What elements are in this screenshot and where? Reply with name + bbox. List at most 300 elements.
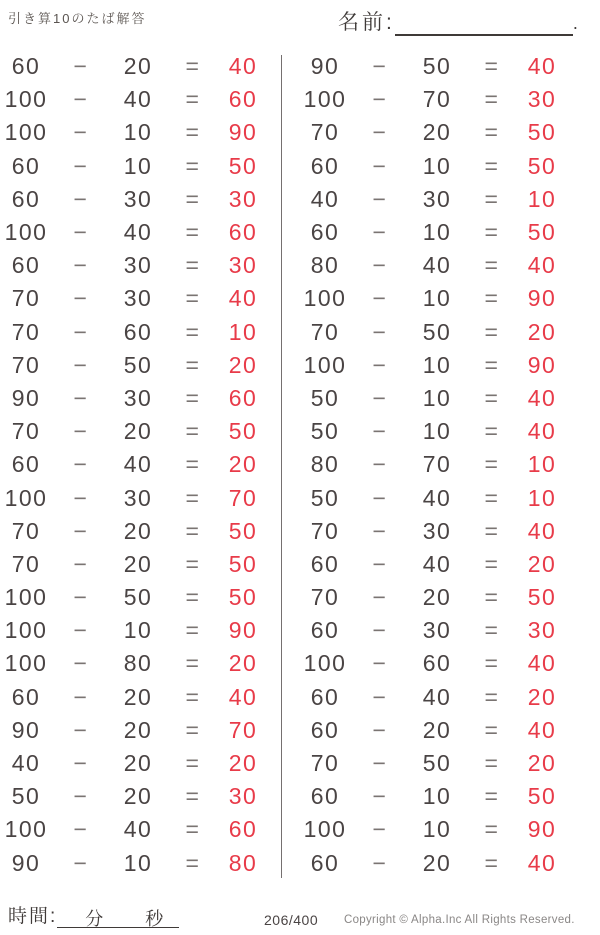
equals-sign: =	[185, 86, 201, 113]
answer: 60	[228, 219, 258, 246]
subtrahend: 10	[422, 418, 452, 445]
minus-sign: −	[73, 816, 89, 843]
problem-row	[299, 316, 600, 349]
equals-sign: =	[185, 318, 201, 345]
equals-sign: =	[484, 816, 500, 843]
minuend: 70	[11, 550, 41, 577]
problem-row	[299, 415, 600, 448]
subtrahend: 10	[422, 152, 452, 179]
minus-sign: −	[372, 351, 388, 378]
answer: 20	[527, 750, 557, 777]
minus-sign: −	[372, 750, 388, 777]
problem-row	[299, 50, 600, 83]
subtrahend: 20	[123, 550, 153, 577]
subtrahend: 30	[123, 185, 153, 212]
equals-sign: =	[185, 550, 201, 577]
problem-row	[299, 847, 600, 880]
problem-row	[299, 581, 600, 614]
minuend: 90	[11, 849, 41, 876]
problem-row	[299, 249, 600, 282]
problem-row	[0, 813, 281, 846]
subtrahend: 10	[123, 152, 153, 179]
equals-sign: =	[185, 451, 201, 478]
subtrahend: 30	[422, 517, 452, 544]
minuend: 70	[11, 285, 41, 312]
problems-area	[0, 50, 600, 880]
minuend: 70	[310, 750, 340, 777]
subtrahend: 30	[123, 285, 153, 312]
subtrahend: 80	[123, 650, 153, 677]
answer: 60	[228, 86, 258, 113]
answer: 50	[228, 550, 258, 577]
problem-row	[0, 515, 281, 548]
equals-sign: =	[185, 517, 201, 544]
subtrahend: 30	[422, 185, 452, 212]
minuend: 100	[4, 119, 48, 146]
answer: 50	[527, 783, 557, 810]
minuend: 100	[303, 650, 347, 677]
subtrahend: 40	[123, 451, 153, 478]
equals-sign: =	[185, 716, 201, 743]
minus-sign: −	[372, 418, 388, 445]
minus-sign: −	[73, 750, 89, 777]
equals-sign: =	[484, 86, 500, 113]
minuend: 70	[11, 418, 41, 445]
equals-sign: =	[185, 185, 201, 212]
problem-row	[299, 681, 600, 714]
minus-sign: −	[372, 584, 388, 611]
minuend: 60	[310, 617, 340, 644]
problem-row	[0, 747, 281, 780]
minuend: 60	[310, 219, 340, 246]
equals-sign: =	[484, 617, 500, 644]
minus-sign: −	[372, 53, 388, 80]
subtrahend: 40	[422, 252, 452, 279]
equals-sign: =	[185, 849, 201, 876]
answer: 40	[228, 53, 258, 80]
subtrahend: 10	[422, 816, 452, 843]
minuend: 60	[310, 683, 340, 710]
equals-sign: =	[185, 53, 201, 80]
minus-sign: −	[73, 550, 89, 577]
answer: 30	[228, 783, 258, 810]
minus-sign: −	[372, 219, 388, 246]
subtrahend: 20	[123, 683, 153, 710]
answer: 30	[228, 252, 258, 279]
subtrahend: 40	[123, 86, 153, 113]
answer: 60	[228, 816, 258, 843]
subtrahend: 30	[123, 384, 153, 411]
minuend: 90	[11, 716, 41, 743]
minuend: 60	[310, 783, 340, 810]
problem-row	[0, 581, 281, 614]
equals-sign: =	[185, 683, 201, 710]
minus-sign: −	[73, 849, 89, 876]
subtrahend: 50	[123, 351, 153, 378]
problem-row	[299, 614, 600, 647]
problem-row	[0, 415, 281, 448]
subtrahend: 20	[123, 750, 153, 777]
subtrahend: 10	[123, 119, 153, 146]
subtrahend: 30	[123, 484, 153, 511]
minuend: 70	[11, 318, 41, 345]
problem-row	[0, 714, 281, 747]
minuend: 90	[11, 384, 41, 411]
copyright-notice: Copyright © Alpha.Inc All Rights Reserved.	[344, 914, 575, 926]
equals-sign: =	[185, 750, 201, 777]
minus-sign: −	[372, 617, 388, 644]
subtrahend: 20	[123, 783, 153, 810]
answer: 20	[228, 750, 258, 777]
problem-row	[0, 548, 281, 581]
minus-sign: −	[73, 650, 89, 677]
answer: 50	[527, 584, 557, 611]
equals-sign: =	[484, 53, 500, 80]
equals-sign: =	[484, 252, 500, 279]
problem-row	[0, 448, 281, 481]
minus-sign: −	[73, 584, 89, 611]
problem-row	[0, 50, 281, 83]
answer: 40	[527, 384, 557, 411]
minus-sign: −	[73, 351, 89, 378]
minus-sign: −	[372, 683, 388, 710]
subtrahend: 10	[123, 617, 153, 644]
subtrahend: 20	[123, 716, 153, 743]
problem-row	[299, 780, 600, 813]
answer: 90	[228, 119, 258, 146]
answer: 10	[527, 451, 557, 478]
problem-row	[0, 116, 281, 149]
problem-row	[0, 614, 281, 647]
answer: 50	[527, 119, 557, 146]
minus-sign: −	[372, 783, 388, 810]
minuend: 40	[11, 750, 41, 777]
subtrahend: 60	[123, 318, 153, 345]
problem-row	[0, 316, 281, 349]
page-title: 引き算10のたば解答	[8, 11, 147, 26]
subtrahend: 10	[422, 783, 452, 810]
minuend: 100	[4, 650, 48, 677]
problem-row	[299, 382, 600, 415]
minus-sign: −	[73, 119, 89, 146]
minus-sign: −	[372, 451, 388, 478]
answer: 30	[527, 617, 557, 644]
minuend: 100	[303, 351, 347, 378]
minuend: 50	[310, 418, 340, 445]
equals-sign: =	[484, 783, 500, 810]
problem-row	[299, 83, 600, 116]
problem-row	[299, 813, 600, 846]
problem-row	[299, 548, 600, 581]
equals-sign: =	[484, 683, 500, 710]
minus-sign: −	[73, 384, 89, 411]
subtrahend: 50	[422, 750, 452, 777]
equals-sign: =	[185, 816, 201, 843]
equals-sign: =	[484, 219, 500, 246]
equals-sign: =	[185, 351, 201, 378]
equals-sign: =	[484, 152, 500, 179]
equals-sign: =	[185, 285, 201, 312]
minuend: 70	[310, 584, 340, 611]
answer: 40	[228, 683, 258, 710]
minuend: 60	[11, 683, 41, 710]
equals-sign: =	[484, 550, 500, 577]
equals-sign: =	[484, 185, 500, 212]
minuend: 50	[11, 783, 41, 810]
minuend: 60	[310, 716, 340, 743]
equals-sign: =	[484, 584, 500, 611]
equals-sign: =	[185, 617, 201, 644]
equals-sign: =	[185, 252, 201, 279]
name-blank-line	[395, 12, 573, 36]
equals-sign: =	[185, 152, 201, 179]
minus-sign: −	[73, 517, 89, 544]
minus-sign: −	[372, 384, 388, 411]
minus-sign: −	[372, 517, 388, 544]
time-blank-line	[57, 905, 179, 928]
minuend: 70	[310, 119, 340, 146]
minuend: 100	[303, 86, 347, 113]
minuend: 70	[310, 517, 340, 544]
minuend: 70	[310, 318, 340, 345]
equals-sign: =	[185, 783, 201, 810]
problems-column-left	[0, 50, 281, 880]
minuend: 100	[4, 617, 48, 644]
subtrahend: 40	[422, 683, 452, 710]
problem-row	[0, 847, 281, 880]
problem-row	[0, 382, 281, 415]
minus-sign: −	[73, 716, 89, 743]
answer: 50	[228, 418, 258, 445]
subtrahend: 70	[422, 451, 452, 478]
subtrahend: 40	[422, 550, 452, 577]
equals-sign: =	[484, 119, 500, 146]
minus-sign: −	[73, 185, 89, 212]
problem-row	[0, 150, 281, 183]
equals-sign: =	[484, 451, 500, 478]
answer: 40	[527, 53, 557, 80]
subtrahend: 20	[422, 716, 452, 743]
minus-sign: −	[372, 318, 388, 345]
equals-sign: =	[185, 584, 201, 611]
answer: 40	[527, 517, 557, 544]
equals-sign: =	[484, 484, 500, 511]
subtrahend: 40	[123, 816, 153, 843]
answer: 60	[228, 384, 258, 411]
minus-sign: −	[73, 86, 89, 113]
subtrahend: 70	[422, 86, 452, 113]
minus-sign: −	[73, 683, 89, 710]
answer: 70	[228, 484, 258, 511]
minus-sign: −	[372, 816, 388, 843]
time-label: 時間:	[8, 906, 58, 927]
minuend: 60	[310, 152, 340, 179]
problem-row	[299, 481, 600, 514]
equals-sign: =	[185, 650, 201, 677]
equals-sign: =	[185, 119, 201, 146]
time-field	[8, 901, 179, 928]
minus-sign: −	[372, 119, 388, 146]
problem-row	[299, 349, 600, 382]
minuend: 100	[4, 219, 48, 246]
equals-sign: =	[484, 716, 500, 743]
answer: 50	[527, 219, 557, 246]
minus-sign: −	[372, 849, 388, 876]
problem-row	[0, 481, 281, 514]
answer: 20	[228, 650, 258, 677]
equals-sign: =	[484, 418, 500, 445]
answer: 90	[228, 617, 258, 644]
answer: 20	[527, 550, 557, 577]
minus-sign: −	[372, 86, 388, 113]
problem-row	[299, 183, 600, 216]
name-field	[338, 6, 578, 36]
equals-sign: =	[484, 517, 500, 544]
minuend: 90	[310, 53, 340, 80]
minuend: 100	[4, 86, 48, 113]
problem-row	[299, 647, 600, 680]
minus-sign: −	[73, 219, 89, 246]
equals-sign: =	[185, 418, 201, 445]
minuend: 80	[310, 252, 340, 279]
problem-row	[0, 681, 281, 714]
minus-sign: −	[73, 285, 89, 312]
equals-sign: =	[185, 384, 201, 411]
subtrahend: 20	[123, 517, 153, 544]
subtrahend: 30	[422, 617, 452, 644]
answer: 40	[527, 650, 557, 677]
answer: 90	[527, 285, 557, 312]
equals-sign: =	[484, 318, 500, 345]
subtrahend: 30	[123, 252, 153, 279]
minus-sign: −	[73, 152, 89, 179]
subtrahend: 20	[123, 418, 153, 445]
equals-sign: =	[484, 650, 500, 677]
minuend: 100	[303, 285, 347, 312]
minus-sign: −	[73, 252, 89, 279]
equals-sign: =	[484, 384, 500, 411]
page-number: 206/400	[264, 912, 319, 928]
minuend: 70	[11, 517, 41, 544]
minus-sign: −	[73, 484, 89, 511]
problem-row	[299, 116, 600, 149]
problem-row	[299, 714, 600, 747]
problem-row	[0, 83, 281, 116]
minus-sign: −	[372, 285, 388, 312]
seconds-label: 秒	[145, 909, 166, 929]
answer: 40	[527, 418, 557, 445]
minus-sign: −	[73, 318, 89, 345]
answer: 20	[228, 351, 258, 378]
minuend: 60	[11, 152, 41, 179]
subtrahend: 20	[422, 849, 452, 876]
problem-row	[0, 349, 281, 382]
equals-sign: =	[185, 219, 201, 246]
minus-sign: −	[73, 53, 89, 80]
minus-sign: −	[372, 185, 388, 212]
answer: 30	[527, 86, 557, 113]
equals-sign: =	[484, 285, 500, 312]
minuend: 60	[310, 550, 340, 577]
answer: 90	[527, 816, 557, 843]
minus-sign: −	[372, 550, 388, 577]
minuend: 100	[4, 816, 48, 843]
name-label: 名前:	[338, 11, 395, 34]
equals-sign: =	[484, 849, 500, 876]
equals-sign: =	[185, 484, 201, 511]
minuend: 60	[11, 451, 41, 478]
minus-sign: −	[73, 418, 89, 445]
problem-row	[0, 216, 281, 249]
subtrahend: 20	[422, 584, 452, 611]
problem-row	[299, 216, 600, 249]
subtrahend: 10	[422, 351, 452, 378]
problem-row	[299, 150, 600, 183]
answer: 50	[228, 152, 258, 179]
subtrahend: 40	[123, 219, 153, 246]
answer: 20	[527, 683, 557, 710]
subtrahend: 10	[422, 285, 452, 312]
minus-sign: −	[73, 451, 89, 478]
minuend: 100	[303, 816, 347, 843]
problems-column-right	[282, 50, 600, 880]
minuend: 60	[11, 53, 41, 80]
minus-sign: −	[73, 617, 89, 644]
answer: 90	[527, 351, 557, 378]
subtrahend: 20	[422, 119, 452, 146]
minuend: 100	[4, 584, 48, 611]
answer: 50	[228, 584, 258, 611]
answer: 20	[527, 318, 557, 345]
answer: 40	[527, 716, 557, 743]
answer: 40	[527, 849, 557, 876]
minus-sign: −	[73, 783, 89, 810]
problem-row	[299, 448, 600, 481]
minuend: 60	[310, 849, 340, 876]
minus-sign: −	[372, 650, 388, 677]
answer: 10	[228, 318, 258, 345]
minus-sign: −	[372, 716, 388, 743]
subtrahend: 50	[422, 318, 452, 345]
answer: 10	[527, 484, 557, 511]
equals-sign: =	[484, 351, 500, 378]
subtrahend: 10	[422, 219, 452, 246]
minus-sign: −	[372, 252, 388, 279]
subtrahend: 10	[422, 384, 452, 411]
minuend: 70	[11, 351, 41, 378]
equals-sign: =	[484, 750, 500, 777]
answer: 50	[228, 517, 258, 544]
problem-row	[299, 282, 600, 315]
answer: 70	[228, 716, 258, 743]
name-line-period: .	[572, 13, 578, 33]
minuend: 80	[310, 451, 340, 478]
problem-row	[299, 515, 600, 548]
minuend: 50	[310, 384, 340, 411]
minuend: 50	[310, 484, 340, 511]
minuend: 40	[310, 185, 340, 212]
minuend: 60	[11, 185, 41, 212]
answer: 30	[228, 185, 258, 212]
problem-row	[0, 282, 281, 315]
subtrahend: 20	[123, 53, 153, 80]
subtrahend: 50	[123, 584, 153, 611]
minuend: 100	[4, 484, 48, 511]
problem-row	[0, 647, 281, 680]
answer: 50	[527, 152, 557, 179]
minus-sign: −	[372, 152, 388, 179]
answer: 40	[228, 285, 258, 312]
